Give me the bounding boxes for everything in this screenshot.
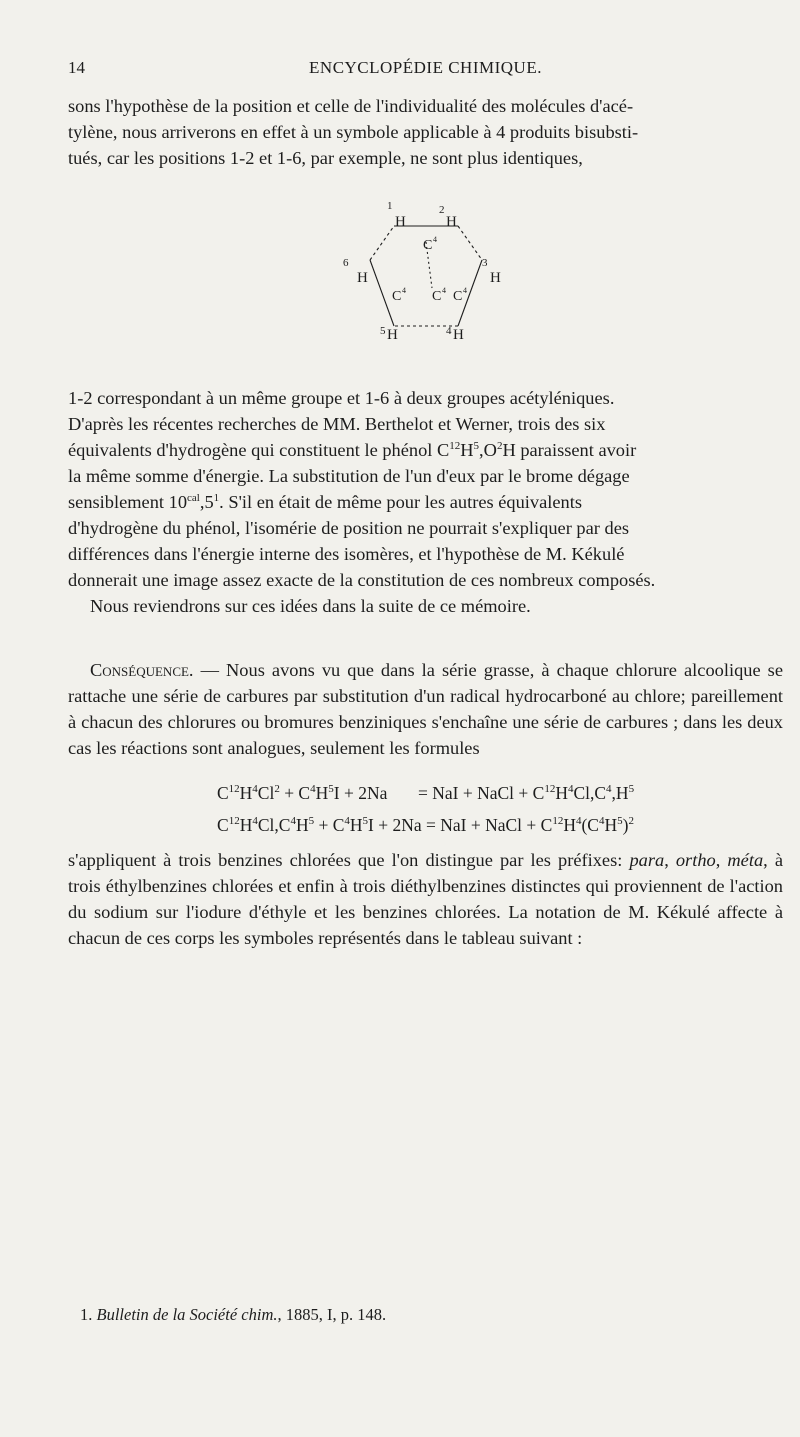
text-line: 1-2 correspondant à un même groupe et 1-6 à deux groupes acétyléniques. (68, 388, 615, 408)
position-number: 1 (387, 200, 393, 212)
footnote-number: 1. (80, 1305, 93, 1324)
hydrogen-atom: H (357, 270, 368, 286)
footnote-ref: 1 (213, 492, 220, 504)
hydrogen-atom: H (490, 270, 501, 286)
prefix-paragraph: s'appliquent à trois benzines chlorées que l'on distingue par les préfixes: para, ortho, méta, à trois éthylbenzines chlorées et enfin à trois diéthylbenzines distinctes qui proviennent de l'action du sodium sur l'iodure d'éthyle et les benzines chlorées. La notation de M. Kékulé affecte à chacun de ces corps les symboles représentés dans le tableau suivant : (68, 850, 783, 948)
prefix-ortho: ortho (675, 850, 716, 870)
prefix-para: para (629, 850, 665, 870)
formula-1: $C^{12}H^4Cl^2 + C^4H^5I + 2Na$ = NaI + NaCl + $C^{12}H^4Cl,C^4,H^5$ (216, 783, 635, 803)
atom-subscript: 4 (463, 286, 467, 295)
text-line: donnerait une image assez exacte de la constitution de ces nombreux composés. (68, 570, 656, 590)
position-number: 5 (380, 325, 386, 337)
atom-subscript: 4 (442, 286, 446, 295)
running-title: ENCYCLOPÉDIE CHIMIQUE. (309, 58, 542, 77)
position-number: 2 (439, 204, 445, 216)
kekule-hexagon-diagram (340, 196, 520, 346)
hydrogen-atom: H (446, 214, 457, 230)
text-line: tylène, nous arriverons en effet à un symbole applicable à 4 produits bisubsti- (68, 122, 639, 142)
carbon-atom: C (423, 238, 433, 253)
carbon-atom: C (432, 289, 442, 304)
text-line: Nous reviendrons sur ces idées dans la suite de ce mémoire. (90, 596, 531, 616)
consequence-paragraph: Conséquence. — Nous avons vu que dans la série grasse, à chaque chlorure alcoolique se rattache une série de carbures par substitution d'un radical hydrocarboné au chlore; pareillement à chacun des chlorures ou bromures benziniques s'enchaîne une série de carbures ; dans les deux cas les réactions sont analogues, seulement les formules (68, 660, 783, 758)
atom-subscript: 4 (433, 235, 437, 244)
text-line: d'hydrogène du phénol, l'isomérie de position ne pourrait s'expliquer par des (68, 518, 630, 538)
running-header (68, 58, 783, 84)
intro-paragraph (68, 93, 783, 171)
berthelot-paragraph: 1-2 correspondant à un même groupe et 1-6 à deux groupes acétyléniques. D'après les récentes recherches de MM. Berthelot et Werner, trois des six équivalents d'hydrogène qui constituent le phénol $C^{12}H^5,O^2H$ paraissent avoir la même somme d'énergie. La substitution de l'un d'eux par le brome dégage sensiblement $10^{cal},5^1$. S'il en était de même pour les autres équivalents d'hydrogène du phénol, l'isomérie de position ne pourrait s'expliquer par des différences dans l'énergie interne des isomères, et l'hypothèse de M. Kékulé donnerait une image assez exacte de la constitution de ces nombreux composés. Nous reviendrons sur ces idées dans la suite de ce mémoire. (68, 388, 656, 616)
text-line: différences dans l'énergie interne des isomères, et l'hypothèse de M. Kékulé (68, 544, 625, 564)
text-line: D'après les récentes recherches de MM. Berthelot et Werner, trois des six (68, 414, 606, 434)
hydrogen-atom: H (395, 214, 406, 230)
bond-2-3 (458, 226, 482, 260)
atom-subscript: 4 (402, 286, 406, 295)
footnote (80, 1305, 386, 1325)
carbon-atom: C (392, 289, 402, 304)
position-number: 4 (446, 325, 452, 337)
bond-6-1 (370, 226, 394, 260)
prefix-meta: méta (727, 850, 764, 870)
text-line: sensiblement 10 (68, 492, 188, 512)
footnote-citation: , 1885, I, p. 148. (277, 1305, 387, 1324)
page-number: 14 (68, 58, 85, 77)
footnote-journal: Bulletin de la Société chim. (96, 1305, 278, 1324)
text-line: tués, car les positions 1-2 et 1-6, par exemple, ne sont plus identiques, (68, 148, 583, 168)
position-number: 6 (343, 257, 349, 269)
hydrogen-atom: H (453, 327, 464, 343)
consequence-label: Conséquence. (90, 660, 194, 680)
text-line: sons l'hypothèse de la position et celle de l'individualité des molécules d'acé- (68, 96, 634, 116)
formula-2: $C^{12}H^4Cl,C^4H^5 + C^4H^5I + 2Na$ = NaI + NaCl + $C^{12}H^4(C^4H^5)^2$ (217, 815, 634, 835)
carbon-atom: C (453, 289, 463, 304)
text-line: la même somme d'énergie. La substitution de l'un d'eux par le brome dégage (68, 466, 630, 486)
position-number: 3 (482, 257, 488, 269)
hydrogen-atom: H (387, 327, 398, 343)
bond-5-6 (370, 260, 394, 326)
text-line: équivalents d'hydrogène qui constituent le phénol C (68, 440, 450, 460)
